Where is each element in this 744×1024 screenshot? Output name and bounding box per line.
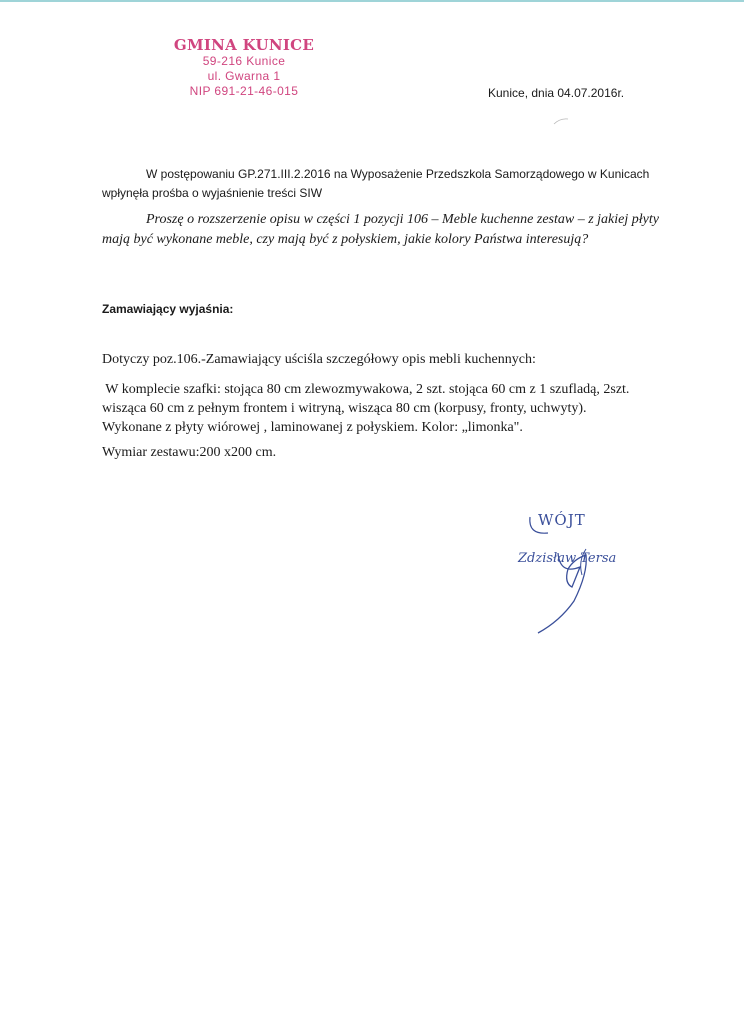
document-date: Kunice, dnia 04.07.2016r. xyxy=(488,86,625,100)
intro-paragraph xyxy=(102,165,662,203)
intro-line-1: W postępowaniu GP.271.III.2.2016 na Wyposażenie Przedszkola Samorządowego w Kunicach xyxy=(146,167,650,181)
stamp-postcode: 59-216 Kunice xyxy=(202,54,286,68)
intro-line-2: wpłynęła prośba o wyjaśnienie treści SIW xyxy=(102,186,323,200)
signature-block xyxy=(508,505,648,645)
answer-paragraph-3: Wymiar zestawu:200 x200 cm. xyxy=(102,445,277,460)
answer-line-1: W komplecie szafki: stojąca 80 cm zlewozmywakowa, 2 szt. stojąca 60 cm z 1 szufladą, 2szt. xyxy=(102,382,630,397)
stamp-street: ul. Gwarna 1 xyxy=(207,69,281,83)
answer-paragraph-2 xyxy=(102,380,682,437)
page-top-edge xyxy=(0,0,744,2)
stamp-nip: NIP 691-21-46-015 xyxy=(189,84,299,98)
answer-heading: Zamawiający wyjaśnia: xyxy=(102,302,234,316)
pen-mark xyxy=(552,116,572,126)
signature-name: Zdzisław Tersa xyxy=(518,551,617,566)
answer-paragraph-1: Dotyczy poz.106.-Zamawiający uściśla szczegółowy opis mebli kuchennych: xyxy=(102,352,536,367)
answer-line-2: wisząca 60 cm z pełnym frontem i witryną, wisząca 80 cm (korpusy, fronty, uchwyty). xyxy=(102,401,587,416)
signature-title: WÓJT xyxy=(538,511,586,529)
stamp-name: GMINA KUNICE xyxy=(173,36,315,54)
question-text: Proszę o rozszerzenie opisu w części 1 pozycji 106 – Meble kuchenne zestaw – z jakiej płyty mają być wykonane meble, czy mają być z połyskiem, jakie kolory Państwa interesują? xyxy=(102,212,659,247)
office-stamp xyxy=(160,36,328,99)
answer-line-3: Wykonane z płyty wiórowej , laminowanej z połyskiem. Kolor: „limonka". xyxy=(102,420,523,435)
